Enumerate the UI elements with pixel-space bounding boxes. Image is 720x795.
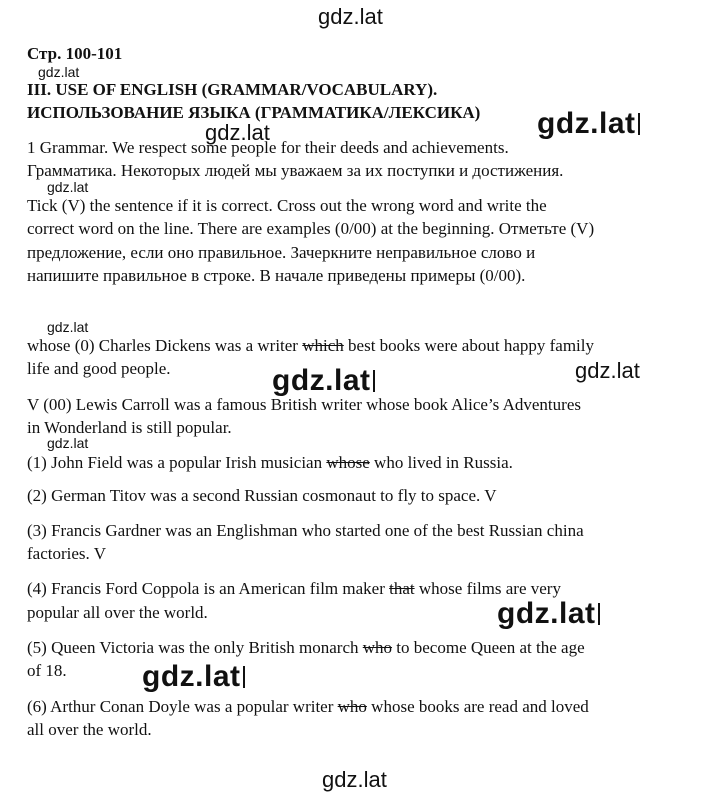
- watermark: gdz.lat: [205, 120, 270, 145]
- item-text: who lived in Russia.: [369, 453, 513, 472]
- item-text: whose books are read and loved: [366, 697, 589, 716]
- item-text: (6) Arthur Conan Doyle was a popular writer: [27, 697, 338, 716]
- watermark: gdz.lat: [272, 364, 375, 398]
- watermark: gdz.lat: [537, 107, 640, 141]
- item-text: whose films are very: [414, 579, 561, 598]
- crossed-out-word: which: [302, 336, 344, 355]
- watermark: gdz.lat: [497, 597, 600, 631]
- item-text: (4) Francis Ford Coppola is an American film maker: [27, 579, 390, 598]
- watermark: gdz.lat: [47, 179, 89, 195]
- item-text: (1) John Field was a popular Irish musician: [27, 453, 327, 472]
- exercise-item: V (00) Lewis Carroll was a famous British writer whose book Alice’s Adventures: [27, 395, 581, 414]
- exercise-item-continued: life and good people.: [27, 359, 171, 378]
- instructions-line-2: correct word on the line. There are examples (0/00) at the beginning. Отметьте (V): [27, 219, 595, 238]
- exercise-item: [27, 636, 585, 659]
- exercise-item: (2) German Titov was a second Russian cosmonaut to fly to space. V: [27, 486, 497, 505]
- instructions-line-4: напишите правильное в строке. В начале приведены примеры (0/00).: [27, 266, 526, 285]
- instructions-line-1: Tick (V) the sentence if it is correct. Cross out the wrong word and write the: [27, 196, 547, 215]
- watermark-top: gdz.lat: [318, 4, 383, 29]
- item-text: to become Queen at the age: [392, 638, 585, 657]
- heading-line-1: III. USE OF ENGLISH (GRAMMAR/VOCABULARY).: [27, 80, 438, 99]
- exercise-item: (3) Francis Gardner was an Englishman who started one of the best Russian china: [27, 521, 584, 540]
- exercise-item-continued: all over the world.: [27, 720, 152, 739]
- watermark: gdz.lat: [38, 64, 80, 80]
- heading-line-2: ИСПОЛЬЗОВАНИЕ ЯЗЫКА (ГРАММАТИКА/ЛЕКСИКА): [27, 103, 481, 122]
- task-line-1: 1 Grammar. We respect some people for their deeds and achievements.: [27, 138, 509, 157]
- exercise-item: [27, 451, 513, 474]
- exercise-item-continued: popular all over the world.: [27, 603, 208, 622]
- exercise-item-continued: factories. V: [27, 544, 106, 563]
- exercise-item: [27, 695, 589, 718]
- exercise-item-continued: in Wonderland is still popular.: [27, 418, 232, 437]
- item-text: (5) Queen Victoria was the only British monarch: [27, 638, 363, 657]
- watermark: gdz.lat: [47, 319, 89, 335]
- watermark: gdz.lat: [142, 660, 245, 694]
- instructions-line-3: предложение, если оно правильное. Зачеркните неправильное слово и: [27, 243, 536, 262]
- crossed-out-word: who: [362, 638, 393, 657]
- task-line-2: Грамматика. Некоторых людей мы уважаем за их поступки и достижения.: [27, 161, 564, 180]
- item-text: best books were about happy family: [343, 336, 594, 355]
- exercise-item: [27, 577, 561, 600]
- watermark: gdz.lat: [47, 435, 89, 451]
- exercise-item-continued: of 18.: [27, 661, 67, 680]
- page-reference: Стр. 100-101: [27, 44, 123, 63]
- watermark: gdz.lat: [575, 358, 640, 383]
- watermark-bottom: gdz.lat: [322, 767, 387, 792]
- crossed-out-word: that: [389, 579, 415, 598]
- item-text: whose (0) Charles Dickens was a writer: [27, 336, 303, 355]
- crossed-out-word: whose: [326, 453, 370, 472]
- exercise-item: [27, 334, 594, 357]
- crossed-out-word: who: [337, 697, 367, 716]
